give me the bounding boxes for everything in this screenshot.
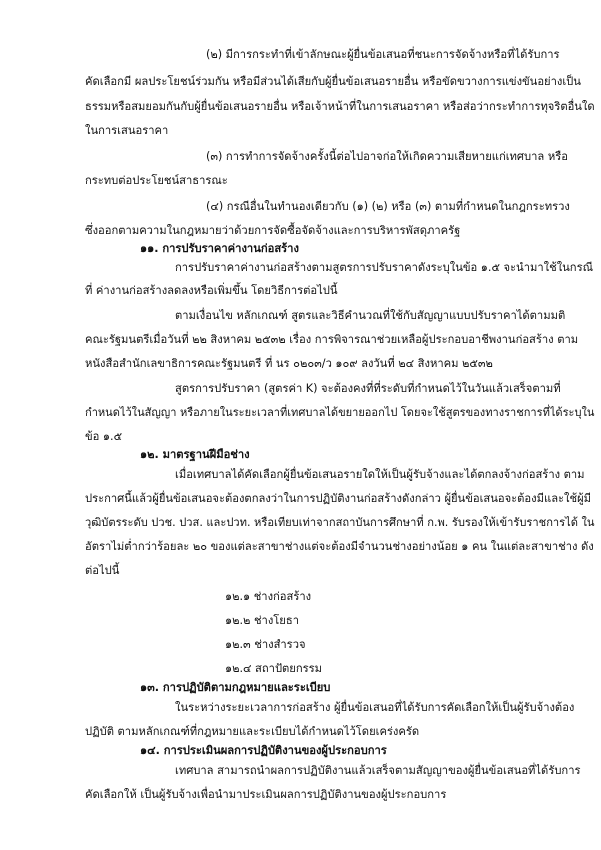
body-text-line: ข้อ ๑.๕ bbox=[85, 430, 123, 443]
body-text-line: (๒) มีการกระทำที่เข้าลักษณะผู้ยื่นข้อเสนอที่ชนะการจัดจ้างหรือที่ได้รับการ bbox=[206, 48, 560, 61]
body-text-line: กระทบต่อประโยชน์สาธารณะ bbox=[85, 174, 228, 187]
body-text-line: (๓) การทำการจัดจ้างครั้งนี้ต่อไปอาจก่อให้เกิดความเสียหายแก่เทศบาล หรือ bbox=[206, 150, 568, 163]
body-text-line: ๑๒.๑ ช่างก่อสร้าง bbox=[225, 590, 312, 603]
body-text-line: (๔) กรณีอื่นในทำนองเดียวกับ (๑) (๒) หรือ (๓) ตามที่กำหนดในกฎกระทรวง bbox=[206, 200, 570, 213]
body-text-line: หนังสือสำนักเลขาธิการคณะรัฐมนตรี ที่ นร ๐๒๐๓/ว ๑๐๙ ลงวันที่ ๒๔ สิงหาคม ๒๕๓๒ bbox=[85, 357, 493, 370]
body-text-line: คัดเลือกให้ เป็นผู้รับจ้างเพื่อนำมาประเมินผลการปฏิบัติงานของผู้ประกอบการ bbox=[85, 788, 447, 801]
body-text-line: ประกาศนี้แล้วผู้ยื่นข้อเสนอจะต้องตกลงว่าในการปฏิบัติงานก่อสร้างดังกล่าว ผู้ยื่นข้อเสนอจะต้องมีและใช้ผู้มี bbox=[85, 492, 592, 505]
body-text-line: การปรับราคาค่างานก่อสร้างตามสูตรการปรับราคาดังระบุในข้อ ๑.๕ จะนำมาใช้ในกรณี bbox=[175, 261, 593, 274]
body-text-line: ต่อไปนี้ bbox=[85, 564, 120, 577]
body-text-line: ๑๒.๔ สถาปัตยกรรม bbox=[225, 662, 323, 675]
section-heading: ๑๑. การปรับราคาค่างานก่อสร้าง bbox=[140, 242, 299, 255]
body-text-line: ซึ่งออกตามความในกฎหมายว่าด้วยการจัดซื้อจัดจ้างและการบริหารพัสดุภาครัฐ bbox=[85, 224, 461, 237]
section-heading: ๑๒. มาตรฐานฝีมือช่าง bbox=[140, 448, 250, 461]
body-text-line: กำหนดไว้ในสัญญา หรือภายในระยะเวลาที่เทศบาลได้ขยายออกไป โดยจะใช้สูตรของทางราชการที่ได้ระบุใน bbox=[85, 406, 595, 419]
body-text-line: ในการเสนอราคา bbox=[85, 124, 169, 137]
body-text-line: เทศบาล สามารถนำผลการปฏิบัติงานแล้วเสร็จตามสัญญาของผู้ยื่นข้อเสนอที่ได้รับการ bbox=[175, 764, 581, 777]
body-text-line: วุฒิบัตรระดับ ปวช. ปวส. และปวท. หรือเทียบเท่าจากสถาบันการศึกษาที่ ก.พ. รับรองให้เข้ารับราชการได้ ใน bbox=[85, 516, 595, 529]
body-text-line: คณะรัฐมนตรีเมื่อวันที่ ๒๒ สิงหาคม ๒๕๓๒ เรื่อง การพิจารณาช่วยเหลือผู้ประกอบอาชีพงานก่อสร้าง ตาม bbox=[85, 333, 579, 346]
section-heading: ๑๓. การปฏิบัติตามกฎหมายและระเบียบ bbox=[140, 681, 331, 694]
body-text-line: ตามเงื่อนไข หลักเกณฑ์ สูตรและวิธีคำนวณที่ใช้กับสัญญาแบบปรับราคาได้ตามมติ bbox=[175, 309, 566, 322]
body-text-line: ธรรมหรือสมยอมกันกับผู้ยื่นข้อเสนอรายอื่น หรือเจ้าหน้าที่ในการเสนอราคา หรือส่อว่ากระทำการทุจริตอื่นใด bbox=[85, 100, 595, 113]
body-text-line: ๑๒.๓ ช่างสำรวจ bbox=[225, 638, 306, 651]
body-text-line: ๑๒.๒ ช่างโยธา bbox=[225, 614, 299, 627]
body-text-line: คัดเลือกมี ผลประโยชน์ร่วมกัน หรือมีส่วนได้เสียกับผู้ยื่นข้อเสนอรายอื่น หรือขัดขวางการแข่งขันอย่างเป็น bbox=[85, 75, 581, 88]
body-text-line: เมื่อเทศบาลได้คัดเลือกผู้ยื่นข้อเสนอรายใดให้เป็นผู้รับจ้างและได้ตกลงจ้างก่อสร้าง ตาม bbox=[175, 468, 585, 481]
section-heading: ๑๔. การประเมินผลการปฏิบัติงานของผู้ประกอบการ bbox=[140, 744, 387, 757]
body-text-line: ในระหว่างระยะเวลาการก่อสร้าง ผู้ยื่นข้อเสนอที่ได้รับการคัดเลือกให้เป็นผู้รับจ้างต้อง bbox=[175, 701, 575, 714]
body-text-line: สูตรการปรับราคา (สูตรค่า K) จะต้องคงที่ที่ระดับที่กำหนดไว้ในวันแล้วเสร็จตามที่ bbox=[175, 382, 561, 395]
body-text-line: ปฏิบัติ ตามหลักเกณฑ์ที่กฎหมายและระเบียบได้กำหนดไว้โดยเคร่งครัด bbox=[85, 725, 420, 738]
body-text-line: ที่ ค่างานก่อสร้างลดลงหรือเพิ่มขึ้น โดยวิธีการต่อไปนี้ bbox=[85, 284, 338, 297]
body-text-line: อัตราไม่ต่ำกว่าร้อยละ ๒๐ ของแต่ละสาขาช่างแต่จะต้องมีจำนวนช่างอย่างน้อย ๑ คน ในแต่ละสาขาช่าง ดัง bbox=[85, 540, 594, 553]
